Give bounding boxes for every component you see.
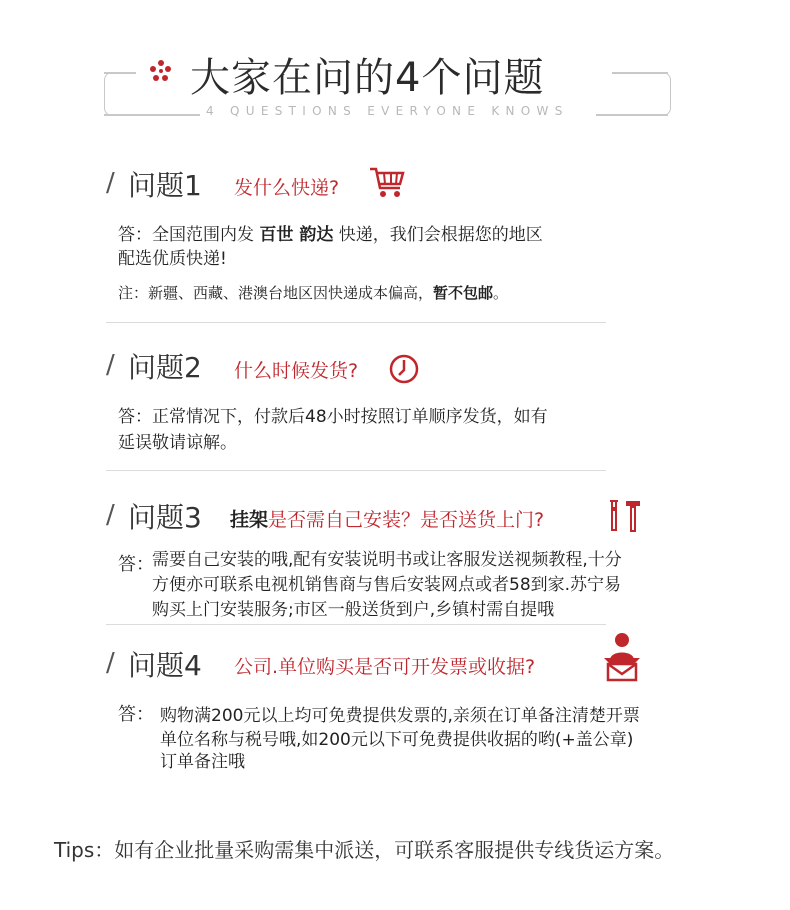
question-text: 发什么快递? xyxy=(234,177,340,199)
divider xyxy=(106,470,606,471)
answer-line: 答：正常情况下，付款后48小时按照订单顺序发货，如有 xyxy=(118,407,548,427)
slash-mark: / xyxy=(106,168,115,198)
question-label: 问题4 xyxy=(128,649,202,682)
question-label: 问题1 xyxy=(128,169,202,202)
answer-line: 答：全国范围内发 百世 韵达 快递，我们会根据您的地区 xyxy=(118,225,543,245)
question-text: 什么时候发货? xyxy=(234,360,359,382)
answer-line: 延误敬请谅解。 xyxy=(118,433,237,453)
answer-prefix: 答： xyxy=(118,704,154,725)
answer-line: 购买上门安装服务;市区一般送货到户,乡镇村需自提哦 xyxy=(152,600,555,620)
slash-mark: / xyxy=(106,500,115,530)
question-text: 公司.单位购买是否可开发票或收据? xyxy=(234,656,536,678)
answer-line: 需要自己安装的哦,配有安装说明书或让客服发送视频教程,十分 xyxy=(152,550,622,570)
tools-icon xyxy=(606,498,646,534)
question-text: 挂架是否需自己安装？是否送货上门? xyxy=(230,509,545,531)
answer-line: 配选优质快递! xyxy=(118,249,227,269)
divider xyxy=(106,624,606,625)
shopping-cart-icon xyxy=(368,166,406,200)
page-title: 大家在问的4个问题 xyxy=(190,55,545,101)
slash-mark: / xyxy=(106,350,115,380)
answer-line: 订单备注哦 xyxy=(160,752,245,772)
shipping-note: 注：新疆、西藏、港澳台地区因快递成本偏高，暂不包邮。 xyxy=(118,284,509,302)
answer-line: 购物满200元以上均可免费提供发票的,亲须在订单备注清楚开票 xyxy=(160,706,640,726)
header-frame-left xyxy=(104,72,121,116)
divider xyxy=(106,322,606,323)
slash-mark: / xyxy=(106,648,115,678)
dots-flower-icon xyxy=(148,58,174,84)
tips-text: Tips：如有企业批量采购需集中派送，可联系客服提供专线货运方案。 xyxy=(54,838,675,862)
answer-prefix: 答： xyxy=(118,554,154,575)
question-label: 问题3 xyxy=(128,501,202,534)
clock-icon xyxy=(388,353,420,385)
question-label: 问题2 xyxy=(128,351,202,384)
person-podium-icon xyxy=(600,632,644,682)
courier-names: 百世 韵达 xyxy=(259,225,334,245)
answer-line: 方便亦可联系电视机销售商与售后安装网点或者58到家.苏宁易 xyxy=(152,575,622,595)
answer-line: 单位名称与税号哦,如200元以下可免费提供收据的哟(+盖公章) xyxy=(160,730,634,750)
header-frame-right xyxy=(654,72,671,116)
page-subtitle: 4 QUESTIONS EVERYONE KNOWS xyxy=(206,104,569,118)
